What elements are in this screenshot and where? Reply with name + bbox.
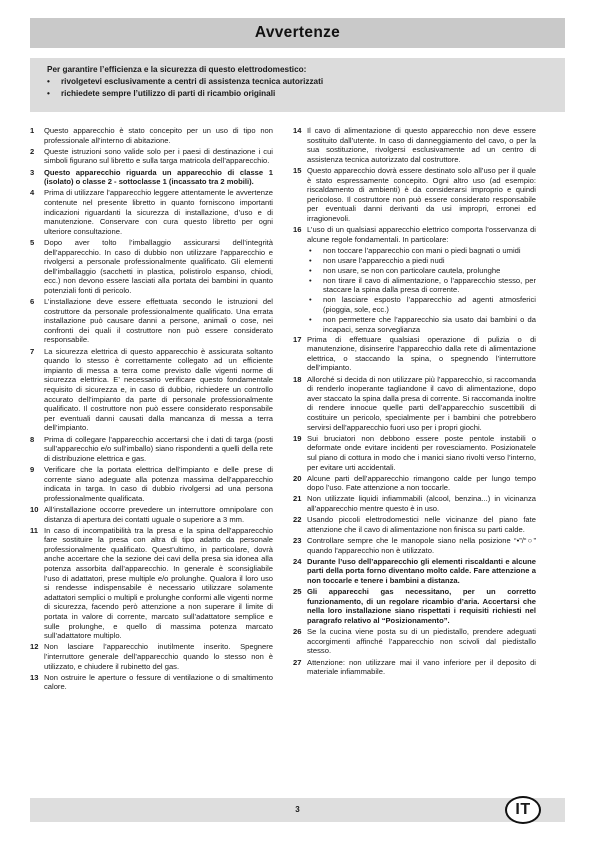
warning-text: Usando piccoli elettrodomestici nelle vicinanze del piano fate attenzione che il cavo di alimentazione non finisca su parti calde. (307, 515, 536, 534)
warning-item (30, 673, 273, 692)
warning-number: 18 (293, 374, 302, 384)
warning-text: Non utilizzate liquidi infiammabili (alcool, benzina...) in vicinanza all’apparecchio mentre questo è in uso. (307, 494, 536, 514)
warning-item (30, 642, 273, 671)
bullet-icon: • (47, 77, 50, 86)
warning-number: 13 (30, 672, 39, 682)
warning-text: Il cavo di alimentazione di questo apparecchio non deve essere sostituito dall’utente. In caso di danneggiamento del cavo, o per la sua sostituzione, rivolgersi esclusivamente ad un centro di assistenza tecnica autorizzato dal costruttore. (307, 126, 536, 164)
warning-item (293, 494, 536, 513)
rule-text: non tirare il cavo di alimentazione, o l’apparecchio stesso, per staccare la spina dalla presa di corrente. (323, 275, 536, 295)
warning-item (293, 225, 536, 244)
warning-text: Prima di collegare l’apparecchio accertarsi che i dati di targa (posti sull’apparecchio e/o sull’imballo) siano rispondenti a quelli della rete di distribuzione elettrica e gas. (44, 434, 273, 463)
warning-text: Attenzione: non utilizzare mai il vano inferiore per il deposito di materiale infiammabile. (307, 657, 536, 677)
page-title: Avvertenze (254, 24, 341, 41)
warning-number: 10 (30, 504, 39, 514)
language-badge: IT (505, 796, 541, 824)
warning-number: 12 (30, 642, 39, 652)
warning-item (30, 465, 273, 503)
warning-text: Controllare sempre che le manopole siano nella posizione “•”/“○” quando l’apparecchio non è utilizzato. (307, 536, 536, 555)
rule-text: non usare, se non con particolare cautela, prolunghe (323, 265, 501, 275)
rule-item (293, 276, 536, 295)
warning-item (30, 297, 273, 345)
bullet-icon: • (309, 255, 312, 265)
warning-text: Queste istruzioni sono valide solo per i paesi di destinazione i cui simboli figurano sul libretto e sulla targa matricola dell’apparecchio. (44, 146, 273, 166)
rule-text: non lasciare esposto l’apparecchio ad agenti atmosferici (pioggia, sole, ecc.) (323, 295, 536, 315)
warning-text: La sicurezza elettrica di questo apparecchio è assicurata soltanto quando lo stesso è correttamente collegato ad un efficiente impianto di messa a terra come previsto dalle vigenti norme di sicurezza elettrica. E’ necessario verificare questo fondamentale requisito di sicurezza e, in caso di dubbio, richiedere un controllo accurato dell’impianto da parte di personale professionalmente qualificato. Il costruttore non può essere considerato responsabile per eventuali danni causati dalla mancanza di messa a terra dell’impianto. (44, 346, 273, 433)
page-header (30, 18, 565, 48)
warning-item (293, 658, 536, 677)
warning-item (293, 375, 536, 433)
rule-item (293, 246, 536, 256)
warning-text: L’uso di un qualsiasi apparecchio elettrico comporta l’osservanza di alcune regole fondamentali. In particolare: (307, 225, 536, 244)
warning-number: 15 (293, 165, 302, 175)
warning-number: 14 (293, 126, 302, 135)
warning-text: In caso di incompatibilità tra la presa e la spina dell’apparecchio fare sostituire la presa con altra di tipo adatto da personale professionalmente qualificato. Quest’ultimo, in particolare, dovrà anche accertare che la sezione dei cavi della presa sia idonea alla potenza assorbita dall’apparecchio. In generale è sconsigliabile l’uso di adattatori, prese multiple e/o prolunghe. Qualora il loro uso si rendesse indispensabile è necessario utilizzare solamente adattatori semplici o multipli e prolunghe conformi alle vigenti norme di sicurezza, facendo però attenzione a non superare il limite di portata in valore di corrente, marcato sull’adattatore semplice e sulle prolunghe, e quello di massima potenza marcato sull’adattatore multiplo. (44, 525, 273, 641)
bullet-icon: • (309, 275, 312, 285)
warning-text: All’installazione occorre prevedere un interruttore omnipolare con distanza di apertura dei contatti uguale o superiore a 3 mm. (44, 504, 273, 524)
warning-item (293, 587, 536, 625)
warning-item (293, 515, 536, 534)
warning-number: 1 (30, 126, 35, 135)
intro-heading: Per garantire l’efficienza e la sicurezza di questo elettrodomestico: (47, 65, 307, 74)
warning-text: Questo apparecchio dovrà essere destinato solo all’uso per il quale è stato espressamente concepito. Ogni altro uso (ad esempio: riscaldamento di ambienti) è da considerarsi improprio e quindi pericoloso. Il costruttore non può essere considerato responsabile per eventuali danni derivanti da usi impropri, erronei ed irragionevoli. (307, 165, 536, 223)
rule-item (293, 256, 536, 266)
warning-text: Se la cucina viene posta su di un piedistallo, prendere adeguati accorgimenti affinché l’apparecchio non scivoli dal piedistallo stesso. (307, 627, 536, 656)
warning-number: 9 (30, 464, 35, 474)
rule-item (293, 295, 536, 314)
rule-item (293, 315, 536, 334)
warning-item (293, 166, 536, 224)
warnings-left-column (30, 126, 273, 694)
warning-text: Questo apparecchio è stato concepito per un uso di tipo non professionale all’interno di abitazione. (44, 126, 273, 145)
warning-item (293, 335, 536, 373)
intro-bullet-item (47, 88, 565, 100)
warning-text: Prima di effettuare qualsiasi operazione di pulizia o di manutenzione, disinserire l’apparecchio dalla rete di alimentazione elettrica, o staccando la spina, o spegnendo l’interruttore dell’impianto. (307, 334, 536, 373)
warning-number: 20 (293, 473, 302, 483)
bullet-icon: • (309, 265, 312, 275)
warning-item (293, 536, 536, 555)
warning-number: 8 (30, 434, 35, 444)
warning-number: 22 (293, 515, 302, 525)
intro-box (30, 58, 565, 112)
warning-text: Allorché si decida di non utilizzare più l’apparecchio, si raccomanda di renderlo inoperante tagliandone il cavo di alimentazione, dopo aver staccato la spina dalla presa di corrente. Si raccomanda inoltre di rendere innocue quelle parti dell’apparecchio suscettibili di costituire un pericolo, specialmente per i bambini che potrebbero servirsi dell’apparecchio fuori uso per i propri giochi. (307, 374, 536, 432)
warning-number: 24 (293, 556, 302, 566)
warning-number: 23 (293, 536, 302, 546)
warning-number: 19 (293, 433, 302, 443)
warning-item (293, 557, 536, 586)
intro-bullet-item (47, 76, 565, 88)
warning-item (293, 474, 536, 493)
warning-text: L’installazione deve essere effettuata secondo le istruzioni del costruttore da personale professionalmente qualificato. Una errata installazione può causare danni a persone, animali o cose, nei confronti dei quali il costruttore non può essere considerato responsabile. (44, 297, 273, 345)
warning-item (30, 347, 273, 433)
rule-text: non permettere che l’apparecchio sia usato dai bambini o da incapaci, senza sorveglianza (323, 315, 536, 334)
warning-item (30, 505, 273, 524)
warning-number: 11 (30, 525, 39, 535)
warning-number: 3 (30, 167, 35, 177)
warning-number: 17 (293, 334, 302, 344)
warning-text: Alcune parti dell’apparecchio rimangono calde per lungo tempo dopo l’uso. Fate attenzione a non toccarle. (307, 473, 536, 493)
bullet-icon: • (309, 315, 312, 325)
warning-number: 5 (30, 237, 35, 247)
warning-text: Non lasciare l’apparecchio inutilmente inserito. Spegnere l’interruttore generale dell’apparecchio quando lo stesso non è utilizzato, e chiudere il rubinetto del gas. (44, 642, 273, 671)
bullet-icon: • (309, 295, 312, 305)
rule-item (293, 266, 536, 276)
bullet-icon: • (47, 89, 50, 98)
warning-number: 4 (30, 188, 35, 198)
warning-text: Prima di utilizzare l’apparecchio leggere attentamente le avvertenze contenute nel presente libretto in quanto forniscono importanti indicazioni riguardanti la sicurezza di installazione, d’uso e di manutenzione. Conservare con cura questo libretto per ogni ulteriore consultazione. (44, 188, 273, 236)
warning-number: 21 (293, 494, 302, 504)
warning-item (30, 435, 273, 464)
warning-number: 2 (30, 146, 35, 156)
rule-text: non toccare l’apparecchio con mani o piedi bagnati o umidi (323, 245, 521, 255)
warning-item (30, 526, 273, 641)
warning-number: 16 (293, 225, 302, 235)
intro-bullet-text: richiedete sempre l’utilizzo di parti di ricambio originali (61, 89, 276, 98)
warning-text: Durante l’uso dell’apparecchio gli elementi riscaldanti e alcune parti della porta forno diventano molto calde. Fare attenzione a non toccarle e tenere i bambini a distanza. (307, 556, 536, 585)
warning-number: 7 (30, 346, 35, 356)
warning-item (30, 168, 273, 187)
intro-bullet-text: rivolgetevi esclusivamente a centri di assistenza tecnica autorizzati (61, 77, 324, 86)
warning-item (30, 188, 273, 236)
warning-text: Gli apparecchi gas necessitano, per un corretto funzionamento, di un regolare ricambio d’aria. Accertarsi che nella loro installazione siano rispettati i requisiti richiesti nel paragrafo relativo al “Posizionamento”. (307, 587, 536, 625)
page-number: 3 (295, 805, 300, 814)
bullet-icon: • (309, 245, 312, 255)
warning-item (293, 434, 536, 472)
warning-number: 6 (30, 297, 35, 307)
warning-number: 27 (293, 657, 302, 667)
warning-item (30, 147, 273, 166)
warning-text: Non ostruire le aperture o fessure di ventilazione o di smaltimento calore. (44, 672, 273, 692)
warning-item (30, 126, 273, 145)
warning-number: 25 (293, 587, 302, 597)
warnings-right-column (293, 126, 536, 678)
warning-text: Questo apparecchio riguarda un apparecchio di classe 1 (isolato) o classe 2 - sottoclasse 1 (incassato tra 2 mobili). (44, 167, 273, 187)
warning-text: Sui bruciatori non debbono essere poste pentole instabili o deformate onde evitare incidenti per rovesciamento. Posizionatele sul piano di cottura in modo che i manici siano rivolti verso l’interno, per evitare urti accidentali. (307, 433, 536, 472)
warning-item (293, 126, 536, 164)
rule-text: non usare l’apparecchio a piedi nudi (323, 255, 445, 265)
warning-item (30, 238, 273, 296)
warning-item (293, 627, 536, 656)
warning-text: Dopo aver tolto l’imballaggio assicurarsi dell’integrità dell’apparecchio. In caso di dubbio non utilizzare l’apparecchio e rivolgersi a personale professionalmente qualificato. Gli elementi dell’imballaggio (sacchetti in plastica, polistirolo espanso, chiodi, ecc.) non devono essere lasciati alla portata dei bambini in quanto potenziali fonti di pericolo. (44, 237, 273, 295)
warning-text: Verificare che la portata elettrica dell’impianto e delle prese di corrente siano adeguate alla potenza massima dell’apparecchio indicata in targa. In caso di dubbio rivolgersi ad una persona professionalmente qualificata. (44, 464, 273, 503)
warning-number: 26 (293, 627, 302, 637)
